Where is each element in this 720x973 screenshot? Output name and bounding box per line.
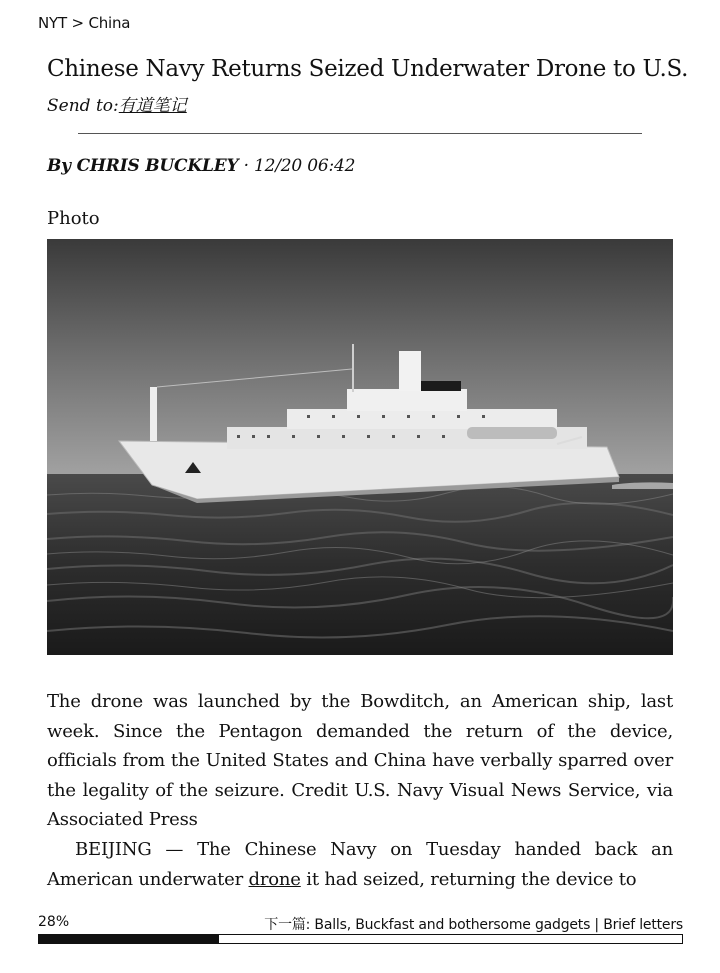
byline-separator: · xyxy=(238,156,255,176)
body-text-start: BEIJING — The Chinese Navy on Tuesday handed back an American underwater xyxy=(47,838,673,890)
reading-progress-bar[interactable] xyxy=(38,934,683,944)
breadcrumb[interactable]: NYT > China xyxy=(38,14,131,32)
footer xyxy=(38,914,683,934)
next-article-link[interactable]: 下一篇: Balls, Buckfast and bothersome gadgets | Brief letters xyxy=(264,917,683,933)
timestamp: 12/20 06:42 xyxy=(254,156,356,176)
reading-progress-percent: 28% xyxy=(38,914,70,930)
photo-caption: The drone was launched by the Bowditch, an American ship, last week. Since the Pentagon demanded the return of the device, officials from the United States and China have verbally sparred over the legality of the seizure. Credit U.S. Navy Visual News Service, via Associated Press xyxy=(47,691,673,831)
send-to-youdao-link[interactable]: 有道笔记 xyxy=(118,96,187,116)
body-text-end: it had seized, returning the device to xyxy=(300,868,637,890)
byline-prefix: By xyxy=(47,156,77,176)
author-name: CHRIS BUCKLEY xyxy=(76,156,239,176)
byline xyxy=(47,156,355,176)
send-to-label: Send to: xyxy=(47,96,119,116)
drone-link[interactable]: drone xyxy=(248,868,301,890)
article-photo[interactable] xyxy=(47,239,673,655)
article-body xyxy=(47,835,673,894)
article-text xyxy=(47,687,673,894)
photo-label: Photo xyxy=(47,208,100,229)
reading-progress-fill xyxy=(39,935,219,943)
article-title: Chinese Navy Returns Seized Underwater Drone to U.S. xyxy=(47,56,689,82)
send-to-row xyxy=(47,91,187,116)
title-divider xyxy=(78,133,642,134)
